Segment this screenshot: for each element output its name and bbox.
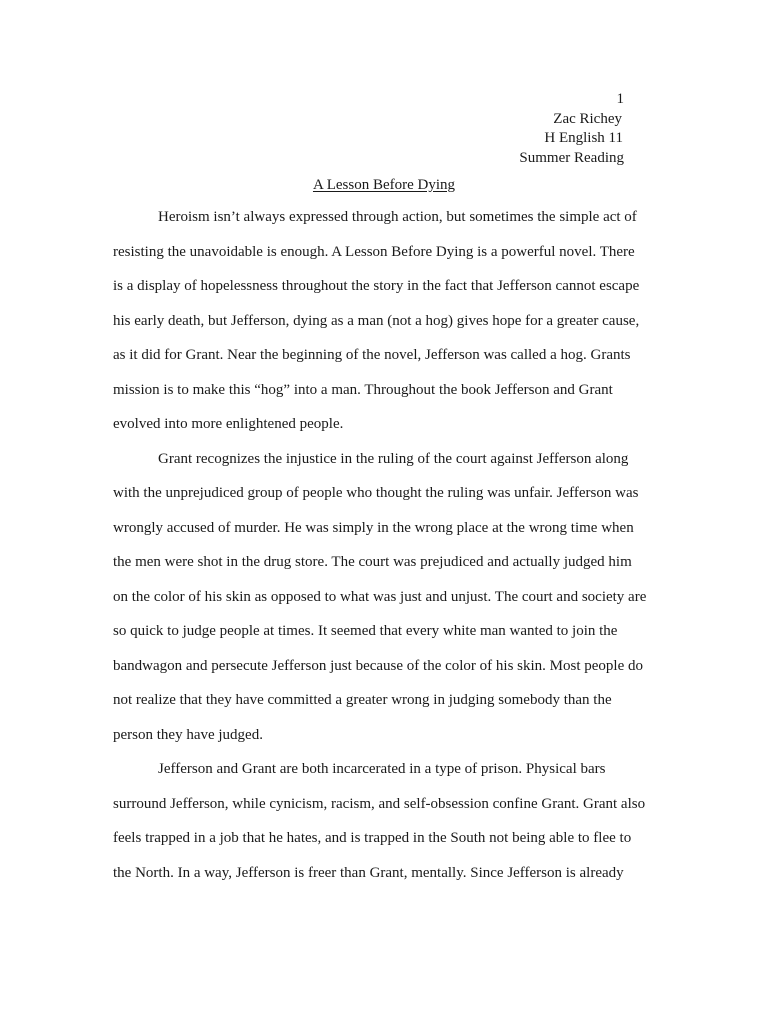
text-line: evolved into more enlightened people. — [113, 416, 344, 432]
text-line: as it did for Grant. Near the beginning of the novel, Jefferson was called a hog. Grants — [113, 347, 631, 363]
text-line: Jefferson and Grant are both incarcerated in a type of prison. Physical bars — [158, 761, 606, 777]
text-line: so quick to judge people at times. It seemed that every white man wanted to join the — [113, 623, 618, 639]
text-line: feels trapped in a job that he hates, and is trapped in the South not being able to flee to — [113, 830, 632, 846]
essay-body — [113, 200, 657, 890]
text-line: wrongly accused of murder. He was simply in the wrong place at the wrong time when — [113, 519, 634, 536]
text-line: with the unprejudiced group of people who thought the ruling was unfair. Jefferson was — [113, 485, 639, 501]
text-line: not realize that they have committed a greater wrong in judging somebody than the — [113, 692, 612, 708]
text-line: the North. In a way, Jefferson is freer than Grant, mentally. Since Jefferson is already — [113, 864, 624, 881]
page-number: 1 — [616, 91, 624, 107]
text-line: mission is to make this “hog” into a man. Throughout the book Jefferson and Grant — [113, 381, 613, 398]
text-line: is a display of hopelessness throughout the story in the fact that Jefferson cannot escape — [113, 278, 640, 294]
text-line: resisting the unavoidable is enough. A Lesson Before Dying is a powerful novel. There — [113, 243, 635, 260]
text-line: person they have judged. — [113, 726, 263, 743]
text-line: his early death, but Jefferson, dying as a man (not a hog) gives hope for a greater cause, — [113, 312, 640, 329]
author-name: Zac Richey — [553, 110, 622, 127]
text-line: the men were shot in the drug store. The court was prejudiced and actually judged him — [113, 554, 632, 570]
essay-title: A Lesson Before Dying — [312, 177, 456, 193]
text-line: bandwagon and persecute Jefferson just because of the color of his skin. Most people do — [113, 657, 644, 674]
text-line: surround Jefferson, while cynicism, racism, and self-obsession confine Grant. Grant also — [113, 795, 646, 812]
course-name: H English 11 — [544, 130, 623, 146]
text-line: on the color of his skin as opposed to what was just and unjust. The court and society are — [113, 588, 647, 605]
assignment-name: Summer Reading — [519, 149, 624, 166]
page-header — [519, 90, 624, 168]
text-line: Heroism isn’t always expressed through action, but sometimes the simple act of — [158, 209, 637, 225]
text-line: Grant recognizes the injustice in the ruling of the court against Jefferson along — [158, 450, 629, 467]
